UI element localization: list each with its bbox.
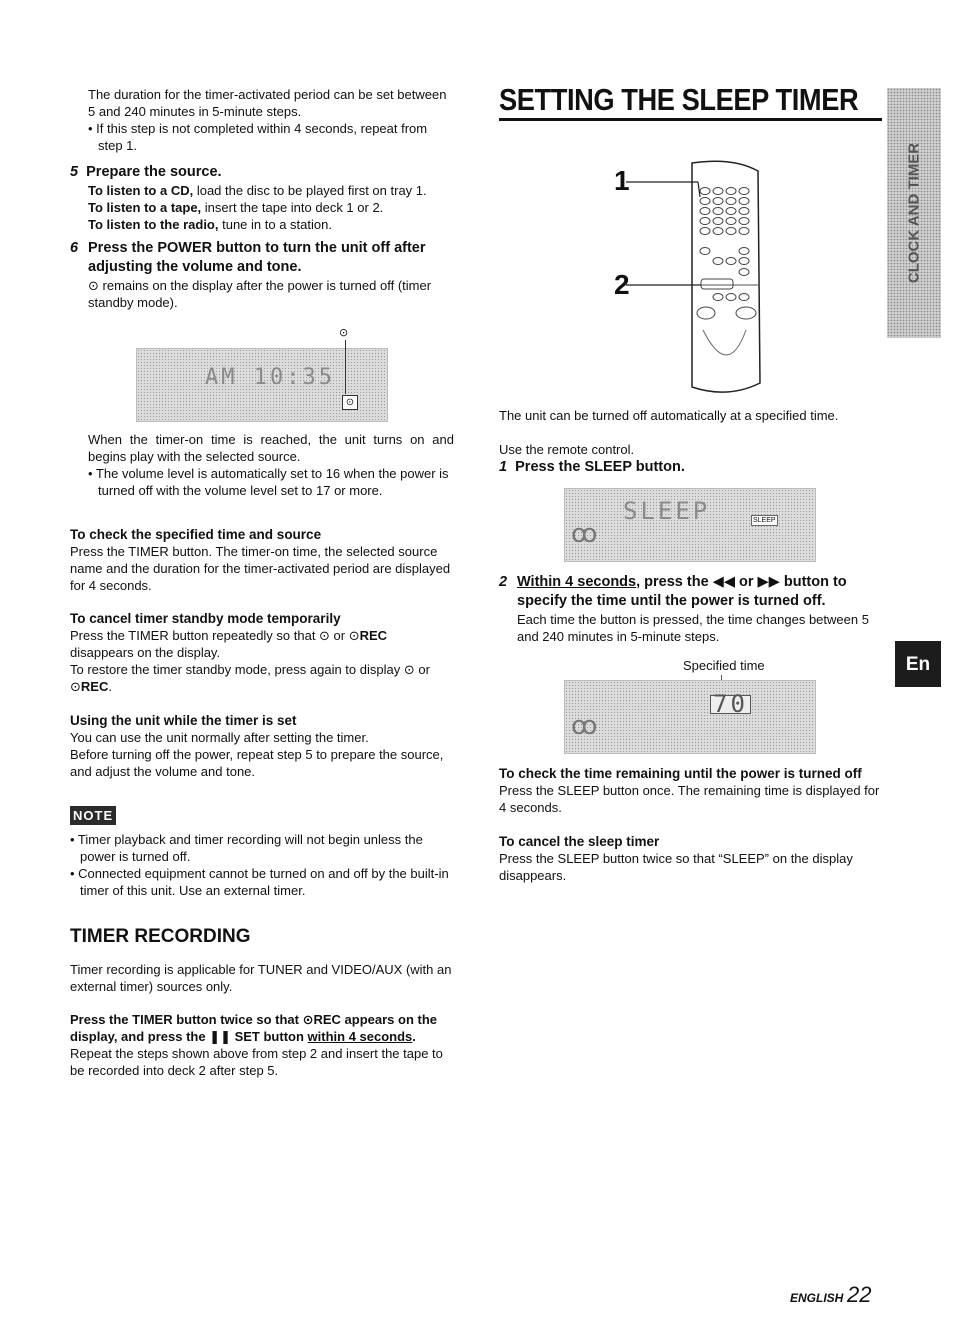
volume-bullet: • The volume level is automatically set to 16 when the power is turned off with the volume level set to 17 or more. [88, 466, 449, 498]
remote-control-illustration [608, 155, 768, 400]
note-label: NOTE [73, 808, 114, 823]
tape-text: insert the tape into deck 1 or 2. [201, 200, 384, 215]
callout-number-1: 1 [614, 165, 630, 196]
section-side-tab [887, 88, 941, 338]
step-2-underline: Within 4 seconds [517, 574, 637, 590]
title-rule [499, 118, 882, 121]
note-bullet-2: • Connected equipment cannot be turned on and off by the built-in timer of this unit. Use an external timer. [70, 866, 449, 898]
display-disc-icon: ꝏ [571, 518, 598, 548]
tape-label: To listen to a tape, [88, 200, 202, 215]
step-5-number: 5 [70, 164, 79, 180]
radio-text: tune in to a station. [218, 217, 332, 232]
remote-body [692, 161, 760, 392]
language-tab [895, 641, 941, 687]
note-bullet-1: • Timer playback and timer recording will not begin unless the power is turned off. [70, 832, 423, 864]
display-sleep-tag: SLEEP [753, 517, 776, 524]
timer-recording-heading: TIMER RECORDING [70, 926, 251, 947]
cancel-rec-1: REC [359, 628, 388, 643]
cancel-sleep-heading: To cancel the sleep timer [499, 834, 660, 849]
check-remaining-text: Press the SLEEP button once. The remaining time is displayed for 4 seconds. [499, 783, 880, 815]
page-footer [790, 1282, 872, 1307]
language-tab-label: En [905, 653, 931, 675]
step-6 [70, 239, 454, 311]
cancel-text-2: disappears on the display. [70, 645, 221, 660]
step-1-title: Press the SLEEP button. [515, 459, 685, 475]
footer-language: ENGLISH [790, 1291, 844, 1305]
step-2-text: Each time the button is pressed, the time changes between 5 and 240 minutes in 5-minute steps. [517, 612, 869, 644]
display-timer-standby [136, 348, 388, 422]
check-heading: To check the specified time and source [70, 527, 322, 542]
timer-recording-bold-end: . [412, 1029, 416, 1044]
timer-recording-text-2: Repeat the steps shown above from step 2 and insert the tape to be recorded into deck 2 after step 5. [70, 1046, 443, 1078]
using-text-2: Before turning off the power, repeat step 5 to prepare the source, and adjust the volume and tone. [70, 747, 444, 779]
cd-label: To listen to a CD, [88, 183, 194, 198]
display-time-digits: 70 [710, 695, 751, 714]
cancel-rec-2: REC [80, 679, 109, 694]
cancel-text-3: To restore the timer standby mode, press again to display ⊙ or ⊙ [70, 662, 430, 694]
cancel-period: . [108, 679, 112, 694]
right-column-step2 [499, 573, 883, 674]
step-2-number: 2 [499, 574, 508, 590]
display-sleep-text: SLEEP [623, 497, 711, 525]
display-sleep [564, 488, 816, 562]
intro-bullet: • If this step is not completed within 4 seconds, repeat from step 1. [88, 121, 428, 153]
callout-number-2: 2 [614, 269, 630, 300]
check-remaining-heading: To check the time remaining until the power is turned off [499, 766, 862, 781]
timer-recording-text: Timer recording is applicable for TUNER and VIDEO/AUX (with an external timer) sources only. [70, 962, 452, 994]
step-6-number: 6 [70, 240, 79, 256]
sleep-intro: The unit can be turned off automatically at a specified time. [499, 408, 839, 423]
timer-recording-bold-1: Press the TIMER button twice so that ⊙REC appears on the display, and press the ❚❚ SET button [70, 1012, 437, 1044]
right-column-lower [499, 765, 883, 884]
display-disc-icon-2: ꝏ [571, 710, 598, 740]
using-text-1: You can use the unit normally after setting the timer. [70, 730, 369, 745]
step-5 [70, 163, 454, 233]
page-title: SETTING THE SLEEP TIMER [499, 82, 859, 117]
check-text: Press the TIMER button. The timer-on time, the selected source name and the duration for the timer-activated period are displayed for 4 seconds. [70, 544, 451, 593]
step-6-title: Press the POWER button to turn the unit off after adjusting the volume and tone. [88, 240, 426, 275]
timer-callout-line [345, 340, 346, 394]
timer-recording-instruction [70, 1011, 454, 1045]
footer-page-number: 22 [846, 1282, 872, 1307]
timer-recording-underline: within 4 seconds [307, 1029, 413, 1044]
cancel-heading: To cancel timer standby mode temporarily [70, 611, 341, 626]
cancel-text-1: Press the TIMER button repeatedly so that ⊙ or ⊙ [70, 628, 360, 643]
after-display-text: When the timer-on time is reached, the unit turns on and begins play with the selected source. [88, 432, 454, 464]
left-column-lower [70, 431, 454, 1079]
cancel-sleep-text: Press the SLEEP button twice so that “SLEEP” on the display disappears. [499, 851, 853, 883]
step-6-text: ⊙ remains on the display after the power is turned off (timer standby mode). [88, 278, 432, 310]
display-sleep-time [564, 680, 816, 754]
note-badge [70, 806, 116, 825]
timer-callout-icon: ⊙ [339, 327, 349, 339]
timer-symbol-box: ⊙ [342, 395, 358, 410]
cancel-text [70, 627, 454, 644]
step-5-title: Prepare the source. [86, 164, 222, 180]
section-side-tab-label: CLOCK AND TIMER [905, 142, 923, 284]
use-remote: Use the remote control. [499, 442, 635, 457]
specified-time-label: Specified time [683, 658, 765, 673]
using-heading: Using the unit while the timer is set [70, 713, 297, 728]
step-1-number: 1 [499, 459, 508, 475]
intro-text: The duration for the timer-activated period can be set between 5 and 240 minutes in 5-minute steps. [88, 87, 447, 119]
display-time-text: AM 10:35 [205, 365, 335, 390]
cd-text: load the disc to be played first on tray 1. [193, 183, 427, 198]
left-column [70, 86, 454, 311]
step-2-title: , press the ◀◀ or ▶▶ button to specify the time until the power is turned off. [517, 574, 847, 609]
radio-label: To listen to the radio, [88, 217, 219, 232]
right-column [499, 407, 883, 477]
